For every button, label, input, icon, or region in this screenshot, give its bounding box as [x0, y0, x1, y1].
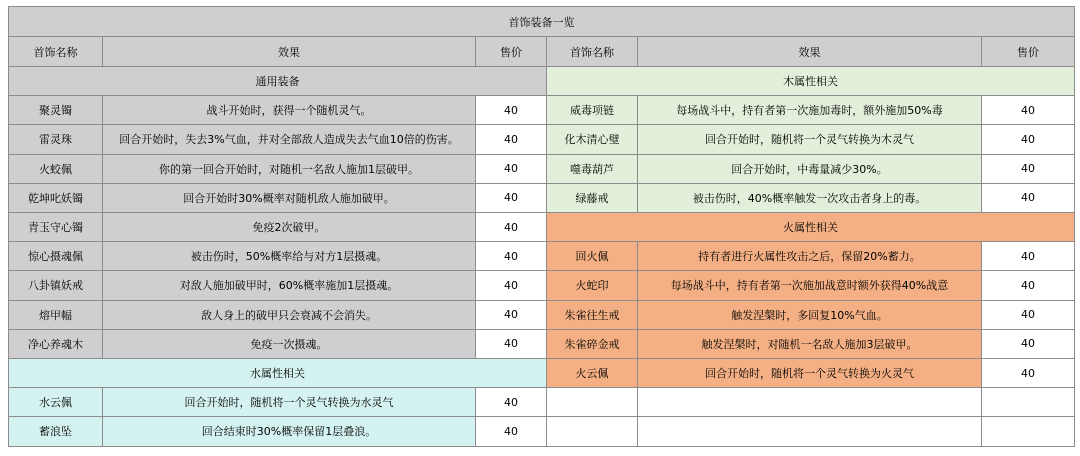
item-name: 熔甲幅 — [8, 300, 103, 330]
item-effect: 被击伤时，40%概率触发一次攻击者身上的毒。 — [637, 183, 982, 213]
item-effect: 每场战斗中，持有者第一次施加毒时，额外施加50%毒 — [637, 95, 982, 125]
item-price: 40 — [981, 154, 1075, 184]
empty-cell — [637, 416, 982, 446]
item-price: 40 — [981, 300, 1075, 330]
item-name: 噬毒葫芦 — [546, 154, 638, 184]
item-price: 40 — [475, 124, 547, 154]
item-name: 惊心摄魂佩 — [8, 241, 103, 271]
section-header-left-1: 水属性相关 — [8, 358, 547, 388]
header-name-right: 首饰名称 — [546, 36, 638, 67]
item-name: 朱雀往生戒 — [546, 300, 638, 330]
item-price: 40 — [981, 183, 1075, 213]
item-name: 乾坤叱妖镯 — [8, 183, 103, 213]
header-price-left: 售价 — [475, 36, 547, 67]
item-price: 40 — [475, 300, 547, 330]
item-price: 40 — [981, 270, 1075, 300]
item-price: 40 — [475, 270, 547, 300]
item-price: 40 — [475, 416, 547, 446]
item-effect: 免疫2次破甲。 — [102, 212, 476, 242]
item-effect: 对敌人施加破甲时，60%概率施加1层摄魂。 — [102, 270, 476, 300]
item-name: 回火佩 — [546, 241, 638, 271]
item-name: 聚灵镯 — [8, 95, 103, 125]
item-effect: 回合开始时，随机将一个灵气转换为火灵气 — [637, 358, 982, 388]
item-name: 八卦镇妖戒 — [8, 270, 103, 300]
item-effect: 回合结束时30%概率保留1层叠浪。 — [102, 416, 476, 446]
item-name: 净心养魂木 — [8, 329, 103, 359]
item-effect: 回合开始时，中毒量减少30%。 — [637, 154, 982, 184]
item-price: 40 — [475, 95, 547, 125]
item-effect: 战斗开始时，获得一个随机灵气。 — [102, 95, 476, 125]
item-effect: 回合开始时，随机将一个灵气转换为木灵气 — [637, 124, 982, 154]
item-effect: 敌人身上的破甲只会衰减不会消失。 — [102, 300, 476, 330]
item-effect: 触发涅槃时，多回复10%气血。 — [637, 300, 982, 330]
empty-cell — [981, 416, 1075, 446]
item-name: 化木清心璧 — [546, 124, 638, 154]
item-price: 40 — [981, 358, 1075, 388]
item-name: 威毒项链 — [546, 95, 638, 125]
item-price: 40 — [981, 329, 1075, 359]
empty-cell — [546, 416, 638, 446]
section-header-right-1: 火属性相关 — [546, 212, 1075, 242]
item-price: 40 — [475, 241, 547, 271]
item-price: 40 — [475, 154, 547, 184]
table-title: 首饰装备一览 — [8, 6, 1075, 37]
item-effect: 被击伤时，50%概率给与对方1层摄魂。 — [102, 241, 476, 271]
item-effect: 回合开始时，失去3%气血，并对全部敌人造成失去气血10倍的伤害。 — [102, 124, 476, 154]
item-name: 水云佩 — [8, 387, 103, 417]
section-header-right-0: 木属性相关 — [546, 66, 1075, 96]
empty-cell — [637, 387, 982, 417]
item-price: 40 — [981, 95, 1075, 125]
header-name-left: 首饰名称 — [8, 36, 103, 67]
item-effect: 持有者进行火属性攻击之后，保留20%蓄力。 — [637, 241, 982, 271]
section-header-left-0: 通用装备 — [8, 66, 547, 96]
item-name: 绿藤戒 — [546, 183, 638, 213]
item-effect: 回合开始时，随机将一个灵气转换为水灵气 — [102, 387, 476, 417]
item-effect: 回合开始时30%概率对随机敌人施加破甲。 — [102, 183, 476, 213]
item-name: 青玉守心镯 — [8, 212, 103, 242]
item-name: 火蛟佩 — [8, 154, 103, 184]
item-price: 40 — [475, 329, 547, 359]
item-name: 雷灵珠 — [8, 124, 103, 154]
empty-cell — [981, 387, 1075, 417]
item-price: 40 — [475, 183, 547, 213]
item-price: 40 — [981, 241, 1075, 271]
item-name: 火云佩 — [546, 358, 638, 388]
item-effect: 触发涅槃时，对随机一名敌人施加3层破甲。 — [637, 329, 982, 359]
item-price: 40 — [981, 124, 1075, 154]
item-effect: 免疫一次摄魂。 — [102, 329, 476, 359]
empty-cell — [546, 387, 638, 417]
header-effect-left: 效果 — [102, 36, 476, 67]
item-name: 蓄浪坠 — [8, 416, 103, 446]
item-name: 朱雀碎金戒 — [546, 329, 638, 359]
header-price-right: 售价 — [981, 36, 1075, 67]
item-price: 40 — [475, 387, 547, 417]
item-price: 40 — [475, 212, 547, 242]
item-effect: 你的第一回合开始时，对随机一名敌人施加1层破甲。 — [102, 154, 476, 184]
accessory-table — [8, 6, 1074, 450]
header-effect-right: 效果 — [637, 36, 982, 67]
item-effect: 每场战斗中，持有者第一次施加战意时额外获得40%战意 — [637, 270, 982, 300]
item-name: 火蛇印 — [546, 270, 638, 300]
